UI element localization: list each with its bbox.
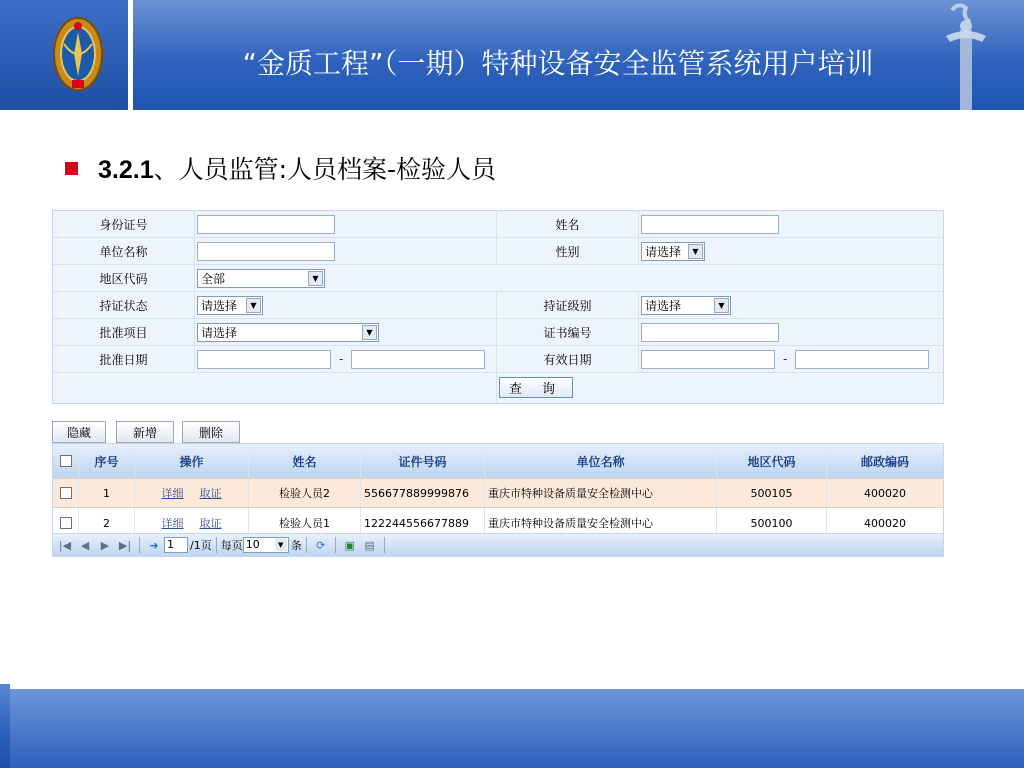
action-cell	[135, 479, 249, 507]
cert-number-input[interactable]	[641, 323, 779, 342]
col-header[interactable]: 单位名称	[485, 444, 717, 478]
region-select[interactable]	[197, 269, 325, 288]
detail-link[interactable]: 详细	[161, 517, 184, 530]
cert-level-label: 持证级别	[497, 292, 639, 318]
form-row	[53, 211, 943, 238]
huabiao-pillar-icon	[936, 0, 996, 110]
approval-date-start-input[interactable]	[197, 350, 331, 369]
total-pages-text: /1页	[190, 539, 212, 552]
cert-number-cell	[639, 319, 943, 345]
search-form	[52, 210, 944, 404]
approval-date-label: 批准日期	[53, 346, 195, 372]
region-select-value: 全部	[201, 271, 226, 286]
results-grid	[52, 443, 944, 539]
cert-status-select-value: 请选择	[201, 298, 238, 313]
cert-status-label: 持证状态	[53, 292, 195, 318]
approval-date-end-input[interactable]	[351, 350, 485, 369]
national-emblem-icon	[52, 14, 104, 94]
form-row	[53, 238, 943, 265]
per-page-value: 10	[245, 538, 260, 551]
valid-date-cell	[639, 346, 943, 372]
query-button[interactable]: 查 询	[499, 377, 573, 398]
hide-button[interactable]: 隐藏	[52, 421, 106, 443]
delete-button[interactable]: 删除	[182, 421, 240, 443]
emblem-panel	[0, 0, 128, 110]
excel-export-icon[interactable]: ▣	[344, 538, 355, 552]
pager-separator	[306, 537, 307, 553]
gender-select-value: 请选择	[645, 244, 682, 259]
chevron-down-icon[interactable]: ▼	[688, 244, 703, 259]
section-number: 3.2.1	[98, 156, 154, 184]
col-header[interactable]: 邮政编码	[860, 454, 909, 469]
gender-cell	[639, 238, 943, 264]
section-title-text: 、人员监管:人员档案-检验人员	[153, 155, 497, 184]
name-cell: 检验人员2	[249, 479, 361, 507]
per-page-unit: 条	[290, 539, 302, 552]
form-row	[53, 292, 943, 319]
add-button[interactable]: 新增	[116, 421, 174, 443]
page-number-input[interactable]: 1	[164, 537, 188, 553]
presentation-title: “金质工程”（一期）特种设备安全监管系统用户培训	[242, 47, 874, 80]
chevron-down-icon[interactable]: ▼	[275, 539, 287, 551]
document-icon[interactable]: ▤	[364, 538, 375, 552]
go-arrow-icon[interactable]: ➜	[149, 538, 159, 552]
id-number-label: 身份证号	[53, 211, 195, 237]
postcode-cell: 400020	[864, 486, 906, 500]
refresh-icon[interactable]: ⟳	[316, 538, 326, 552]
form-spacer	[53, 373, 497, 403]
revoke-link[interactable]: 取证	[199, 517, 222, 530]
postcode-cell: 400020	[864, 516, 906, 530]
unit-name-input[interactable]	[197, 242, 335, 261]
pager-separator	[216, 537, 217, 553]
name-cell: 检验人员1	[249, 508, 361, 538]
next-page-icon[interactable]: ▶	[100, 538, 110, 552]
region-cell	[195, 265, 943, 291]
valid-date-start-input[interactable]	[641, 350, 775, 369]
row-check-cell	[53, 479, 79, 507]
cert-level-select-value: 请选择	[645, 298, 682, 313]
row-checkbox[interactable]	[60, 517, 72, 529]
bullet-square	[65, 162, 78, 175]
region-cell: 500100	[717, 508, 827, 538]
detail-link[interactable]: 详细	[161, 487, 184, 500]
header-divider	[128, 0, 133, 110]
seq-cell: 2	[79, 508, 135, 538]
section-heading	[98, 150, 496, 186]
valid-date-end-input[interactable]	[795, 350, 929, 369]
cert-status-cell	[195, 292, 497, 318]
valid-date-label: 有效日期	[497, 346, 639, 372]
date-range-dash: -	[783, 352, 788, 366]
cert-level-cell	[639, 292, 943, 318]
unit-cell: 重庆市特种设备质量安全检测中心	[485, 479, 717, 507]
cert-number-label: 证书编号	[497, 319, 639, 345]
footer-banner	[0, 684, 1024, 768]
col-header[interactable]: 地区代码	[717, 444, 827, 478]
form-row	[53, 319, 943, 346]
unit-cell: 重庆市特种设备质量安全检测中心	[485, 508, 717, 538]
pager-bar	[52, 533, 944, 557]
pager-separator	[384, 537, 385, 553]
approved-item-select[interactable]	[197, 323, 379, 342]
name-input[interactable]	[641, 215, 779, 234]
id-number-input[interactable]	[197, 215, 335, 234]
table-row[interactable]	[53, 478, 943, 508]
approved-item-label: 批准项目	[53, 319, 195, 345]
id-number-cell	[195, 211, 497, 237]
chevron-down-icon[interactable]: ▼	[246, 298, 261, 313]
prev-page-icon[interactable]: ◀	[80, 538, 90, 552]
cert-level-select[interactable]	[641, 296, 731, 315]
approval-date-cell	[195, 346, 497, 372]
pager-separator	[335, 537, 336, 553]
gender-select[interactable]	[641, 242, 705, 261]
form-row	[53, 346, 943, 373]
unit-name-label: 单位名称	[53, 238, 195, 264]
col-header[interactable]: 操作	[135, 444, 249, 478]
seq-cell: 1	[79, 479, 135, 507]
select-all-checkbox[interactable]	[60, 455, 72, 467]
pager-separator	[139, 537, 140, 553]
col-header[interactable]: 证件号码	[361, 444, 485, 478]
chevron-down-icon[interactable]: ▼	[362, 325, 377, 340]
header-banner	[0, 0, 1024, 110]
last-page-icon[interactable]: ▶|	[118, 538, 132, 552]
region-cell: 500105	[717, 479, 827, 507]
per-page-select[interactable]	[243, 537, 289, 553]
col-header[interactable]: 序号	[79, 444, 135, 478]
per-page-label: 每页	[220, 539, 243, 552]
name-cell	[639, 211, 943, 237]
grid-header	[53, 444, 943, 478]
chevron-down-icon[interactable]: ▼	[714, 298, 729, 313]
name-label: 姓名	[497, 211, 639, 237]
row-checkbox[interactable]	[60, 487, 72, 499]
first-page-icon[interactable]: |◀	[58, 538, 72, 552]
unit-name-cell	[195, 238, 497, 264]
region-label: 地区代码	[53, 265, 195, 291]
cert-no-cell: 556677889999876	[361, 479, 485, 507]
approved-item-cell	[195, 319, 497, 345]
select-all-cell	[53, 444, 79, 478]
cert-status-select[interactable]	[197, 296, 263, 315]
revoke-link[interactable]: 取证	[199, 487, 222, 500]
form-row	[53, 373, 943, 403]
col-header[interactable]: 姓名	[249, 444, 361, 478]
cert-no-cell: 122244556677889	[361, 508, 485, 538]
date-range-dash: -	[339, 352, 344, 366]
form-row	[53, 265, 943, 292]
approved-item-select-value: 请选择	[201, 325, 238, 340]
chevron-down-icon[interactable]: ▼	[308, 271, 323, 286]
gender-label: 性别	[497, 238, 639, 264]
